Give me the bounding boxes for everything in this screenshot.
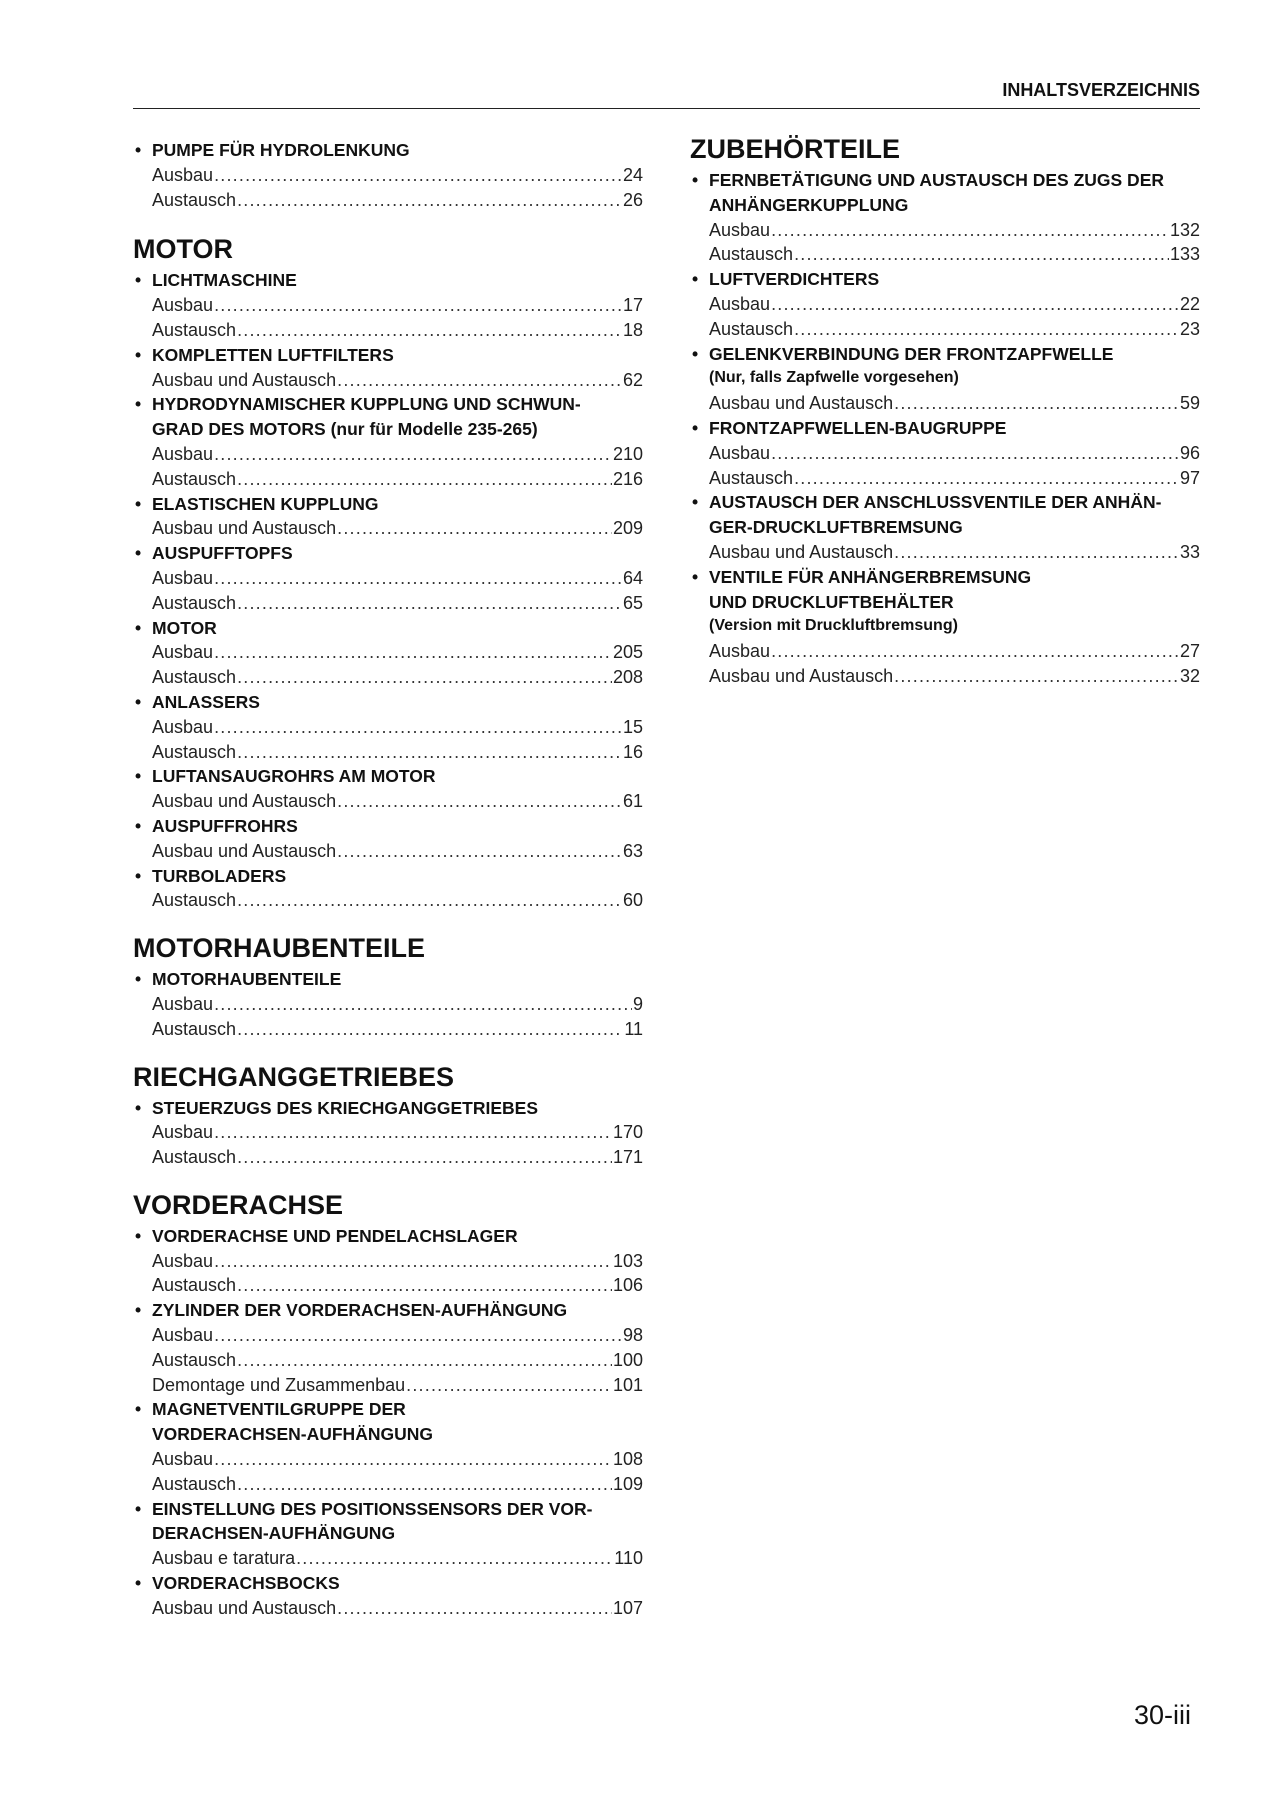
entry-page-number: 15	[622, 716, 643, 737]
toc-entry-link[interactable]	[133, 992, 643, 1017]
bullet-icon: •	[135, 1399, 142, 1420]
entry-page-number: 210	[612, 443, 643, 464]
leader-dots	[214, 442, 612, 467]
item-title-text: VORDERACHSBOCKS	[152, 1573, 340, 1594]
toc-entry-link[interactable]	[133, 318, 643, 343]
item-title-text: EINSTELLUNG DES POSITIONSSENSORS DER VOR-	[152, 1498, 593, 1519]
toc-item	[690, 342, 1200, 416]
leader-dots	[214, 715, 622, 740]
toc-item	[690, 565, 1200, 689]
item-title[interactable]	[133, 814, 643, 839]
entry-page-number: 23	[1179, 318, 1200, 339]
entry-label: Ausbau	[152, 164, 214, 185]
toc-entry-link[interactable]	[133, 1145, 643, 1170]
bullet-icon: •	[135, 1097, 142, 1118]
bullet-icon: •	[135, 969, 142, 990]
item-title-text: TURBOLADERS	[152, 865, 287, 886]
toc-entry-link[interactable]	[133, 442, 643, 467]
item-title-text: FRONTZAPFWELLEN-BAUGRUPPE	[709, 417, 1007, 438]
toc-entry-link[interactable]	[133, 665, 643, 690]
entry-page-number: 107	[612, 1597, 643, 1618]
leader-dots	[237, 1273, 612, 1298]
toc-item	[133, 1224, 643, 1298]
toc-entry-link[interactable]	[133, 1017, 643, 1042]
item-title-text: ANHÄNGERKUPPLUNG	[709, 194, 909, 215]
item-title-text: GELENKVERBINDUNG DER FRONTZAPFWELLE	[709, 343, 1114, 364]
entry-label: Ausbau und Austausch	[709, 541, 894, 562]
item-title[interactable]	[133, 392, 643, 417]
toc-item	[133, 1497, 643, 1571]
toc-entry-link[interactable]	[133, 368, 643, 393]
entry-label: Ausbau und Austausch	[152, 1597, 337, 1618]
bullet-icon: •	[135, 344, 142, 365]
toc-entry-link[interactable]	[133, 789, 643, 814]
section-title: RIECHGANGGETRIEBES	[133, 1061, 455, 1092]
item-title[interactable]	[133, 1422, 643, 1447]
entry-label: Ausbau und Austausch	[709, 393, 894, 414]
leader-dots	[237, 740, 622, 765]
toc-item	[690, 416, 1200, 490]
toc-item	[133, 764, 643, 814]
entry-page-number: 216	[612, 468, 643, 489]
bullet-icon: •	[135, 865, 142, 886]
toc-item	[133, 138, 643, 212]
entry-label: Ausbau	[152, 295, 214, 316]
toc-entry-link[interactable]	[133, 591, 643, 616]
toc-entry-link[interactable]	[690, 292, 1200, 317]
toc-entry-link[interactable]	[690, 317, 1200, 342]
toc-entry-link[interactable]	[133, 1373, 643, 1398]
entry-label: Ausbau und Austausch	[152, 369, 337, 390]
leader-dots	[237, 188, 622, 213]
entry-page-number: 33	[1179, 541, 1200, 562]
entry-label: Austausch	[709, 467, 794, 488]
toc-entry-link[interactable]	[133, 188, 643, 213]
toc-entry-link[interactable]	[690, 391, 1200, 416]
entry-label: Ausbau	[152, 567, 214, 588]
section-title: VORDERACHSE	[133, 1189, 344, 1220]
item-title[interactable]	[133, 268, 643, 293]
leader-dots	[214, 1323, 622, 1348]
running-header: INHALTSVERZEICHNIS	[1002, 80, 1200, 100]
toc-item	[133, 492, 643, 542]
leader-dots	[237, 1472, 612, 1497]
entry-label: Ausbau	[152, 993, 214, 1014]
toc-item	[133, 1397, 643, 1496]
entry-label: Austausch	[152, 890, 237, 911]
toc-item	[133, 541, 643, 615]
item-title-text: MOTORHAUBENTEILE	[152, 969, 342, 990]
toc-entry-link[interactable]	[690, 441, 1200, 466]
entry-label: Austausch	[152, 1275, 237, 1296]
section-title: MOTOR	[133, 234, 233, 265]
toc-item	[133, 967, 643, 1041]
toc-item	[133, 392, 643, 491]
leader-dots	[794, 466, 1179, 491]
entry-label: Austausch	[152, 1473, 237, 1494]
toc-entry-link[interactable]	[133, 1348, 643, 1373]
entry-page-number: 100	[612, 1349, 643, 1370]
toc-item	[133, 690, 643, 764]
entry-page-number: 9	[632, 993, 643, 1014]
toc-section-motor	[133, 232, 643, 913]
item-note: (Nur, falls Zapfwelle vorgesehen)	[709, 369, 959, 387]
leader-dots	[214, 293, 622, 318]
item-title[interactable]	[133, 690, 643, 715]
entry-label: Austausch	[152, 319, 237, 340]
toc-entry-link[interactable]	[133, 1120, 643, 1145]
leader-dots	[894, 664, 1179, 689]
bullet-icon: •	[135, 691, 142, 712]
entry-page-number: 108	[612, 1449, 643, 1470]
bullet-icon: •	[135, 1300, 142, 1321]
bullet-icon: •	[135, 1225, 142, 1246]
entry-page-number: 171	[612, 1147, 643, 1168]
header-rule	[133, 108, 1200, 109]
item-title-text: MAGNETVENTILGRUPPE DER	[152, 1399, 406, 1420]
toc-item	[690, 490, 1200, 564]
toc-section	[133, 138, 643, 212]
item-title-text: VORDERACHSE UND PENDELACHSLAGER	[152, 1225, 518, 1246]
left-column	[133, 138, 643, 1639]
entry-page-number: 101	[612, 1374, 643, 1395]
item-title[interactable]	[690, 590, 1200, 615]
entry-label: Ausbau e taratura	[152, 1548, 296, 1569]
toc-item	[133, 616, 643, 690]
entry-page-number: 97	[1179, 467, 1200, 488]
entry-page-number: 133	[1169, 244, 1200, 265]
item-title-text: VENTILE FÜR ANHÄNGERBREMSUNG	[709, 566, 1032, 587]
entry-page-number: 17	[622, 295, 643, 316]
leader-dots	[337, 368, 622, 393]
item-title-text: ELASTISCHEN KUPPLUNG	[152, 493, 379, 514]
item-title[interactable]	[690, 416, 1200, 441]
entry-label: Ausbau	[152, 1325, 214, 1346]
entry-label: Austausch	[709, 244, 794, 265]
item-title[interactable]	[133, 492, 643, 517]
entry-label: Ausbau	[152, 1122, 214, 1143]
leader-dots	[337, 1596, 612, 1621]
entry-label: Austausch	[709, 318, 794, 339]
entry-page-number: 16	[622, 741, 643, 762]
item-title[interactable]	[133, 864, 643, 889]
item-title-text: LICHTMASCHINE	[152, 270, 297, 291]
bullet-icon: •	[692, 170, 699, 190]
toc-entry-link[interactable]	[133, 1447, 643, 1472]
toc-entry-link[interactable]	[690, 664, 1200, 689]
leader-dots	[771, 292, 1179, 317]
toc-item	[133, 343, 643, 393]
leader-dots	[237, 1348, 612, 1373]
leader-dots	[771, 639, 1179, 664]
entry-page-number: 103	[612, 1250, 643, 1271]
entry-label: Ausbau und Austausch	[152, 791, 337, 812]
leader-dots	[214, 1249, 612, 1274]
item-title[interactable]	[133, 1397, 643, 1422]
item-title-text: MOTOR	[152, 617, 217, 638]
item-title-text: UND DRUCKLUFTBEHÄLTER	[709, 591, 954, 612]
bullet-icon: •	[135, 1498, 142, 1519]
item-title[interactable]	[690, 168, 1200, 193]
item-title-text: HYDRODYNAMISCHER KUPPLUNG UND SCHWUN-	[152, 394, 581, 415]
item-title[interactable]	[133, 1224, 643, 1249]
entry-page-number: 32	[1179, 665, 1200, 686]
entry-page-number: 98	[622, 1325, 643, 1346]
toc-item	[133, 1096, 643, 1170]
item-title-text: LUFTVERDICHTERS	[709, 269, 880, 290]
item-title-text: FERNBETÄTIGUNG UND AUSTAUSCH DES ZUGS DER	[709, 170, 1165, 190]
item-title[interactable]	[133, 1096, 643, 1121]
entry-label: Ausbau und Austausch	[152, 840, 337, 861]
bullet-icon: •	[692, 492, 699, 513]
leader-dots	[214, 640, 612, 665]
leader-dots	[237, 591, 622, 616]
entry-label: Austausch	[152, 1147, 237, 1168]
item-title-text: ANLASSERS	[152, 691, 260, 712]
item-title-text: AUSPUFFTOPFS	[152, 543, 293, 564]
entry-label: Ausbau und Austausch	[709, 665, 894, 686]
entry-label: Austausch	[152, 189, 237, 210]
entry-page-number: 208	[612, 667, 643, 688]
item-title[interactable]	[133, 417, 643, 442]
toc-item	[690, 267, 1200, 341]
toc-entry-link[interactable]	[133, 467, 643, 492]
leader-dots	[337, 789, 622, 814]
toc-entry-link[interactable]	[133, 1273, 643, 1298]
bullet-icon: •	[135, 140, 142, 160]
entry-label: Austausch	[152, 592, 237, 613]
right-column	[690, 132, 1200, 707]
toc-entry-link[interactable]	[133, 163, 643, 188]
item-title-text: GER-DRUCKLUFTBREMSUNG	[709, 517, 963, 538]
bullet-icon: •	[692, 269, 699, 290]
entry-label: Austausch	[152, 667, 237, 688]
bullet-icon: •	[135, 815, 142, 836]
entry-page-number: 64	[622, 567, 643, 588]
toc-section-riechganggetriebes	[133, 1060, 643, 1170]
bullet-icon: •	[135, 270, 142, 291]
toc-entry-link[interactable]	[133, 1596, 643, 1621]
entry-page-number: 132	[1169, 219, 1200, 240]
item-title[interactable]	[133, 343, 643, 368]
item-title[interactable]	[690, 515, 1200, 540]
bullet-icon: •	[692, 566, 699, 587]
item-title-text: KOMPLETTEN LUFTFILTERS	[152, 344, 394, 365]
leader-dots	[794, 317, 1179, 342]
entry-label: Ausbau	[152, 716, 214, 737]
item-note: (Version mit Druckluftbremsung)	[709, 617, 958, 635]
entry-label: Austausch	[152, 1018, 237, 1039]
item-title-text: ZYLINDER DER VORDERACHSEN-AUFHÄNGUNG	[152, 1300, 568, 1321]
bullet-icon: •	[135, 493, 142, 514]
leader-dots	[237, 467, 612, 492]
entry-page-number: 60	[622, 890, 643, 911]
toc-entry-link[interactable]	[133, 640, 643, 665]
toc-entry-link[interactable]	[133, 1249, 643, 1274]
item-title-text: PUMPE FÜR HYDROLENKUNG	[152, 140, 410, 160]
toc-entry-link[interactable]	[133, 293, 643, 318]
toc-entry-link[interactable]	[133, 1546, 643, 1571]
toc-item	[133, 1298, 643, 1397]
item-title[interactable]	[690, 193, 1200, 218]
item-title[interactable]	[133, 616, 643, 641]
toc-item	[690, 168, 1200, 267]
item-title-text: GRAD DES MOTORS (nur für Modelle 235-265)	[152, 419, 538, 440]
leader-dots	[237, 888, 622, 913]
entry-label: Ausbau	[152, 1250, 214, 1271]
toc-item	[133, 268, 643, 342]
toc-entry-link[interactable]	[133, 566, 643, 591]
entry-page-number: 26	[622, 189, 643, 210]
leader-dots	[237, 1017, 623, 1042]
entry-page-number: 65	[622, 592, 643, 613]
item-title-text: LUFTANSAUGROHRS AM MOTOR	[152, 766, 436, 787]
toc-entry-link[interactable]	[133, 516, 643, 541]
item-title[interactable]	[133, 1571, 643, 1596]
entry-page-number: 209	[612, 518, 643, 539]
item-title[interactable]	[690, 267, 1200, 292]
item-title[interactable]	[133, 1521, 643, 1546]
toc-entry-link[interactable]	[133, 1472, 643, 1497]
entry-label: Demontage und Zusammenbau	[152, 1374, 406, 1395]
toc-entry-link[interactable]	[133, 888, 643, 913]
entry-label: Ausbau	[709, 293, 771, 314]
toc-entry-link[interactable]	[690, 540, 1200, 565]
toc-section-vorderachse	[133, 1188, 643, 1621]
leader-dots	[214, 1447, 612, 1472]
item-title-text: VORDERACHSEN-AUFHÄNGUNG	[152, 1424, 433, 1445]
leader-dots	[214, 1120, 612, 1145]
item-title-text: DERACHSEN-AUFHÄNGUNG	[152, 1523, 396, 1544]
entry-page-number: 205	[612, 642, 643, 663]
entry-page-number: 109	[612, 1473, 643, 1494]
leader-dots	[337, 839, 622, 864]
entry-page-number: 11	[624, 1018, 643, 1039]
entry-label: Austausch	[152, 741, 237, 762]
toc-entry-link[interactable]	[133, 715, 643, 740]
leader-dots	[894, 391, 1179, 416]
leader-dots	[237, 318, 622, 343]
entry-page-number: 18	[622, 319, 643, 340]
toc-entry-link[interactable]	[690, 639, 1200, 664]
item-title[interactable]	[133, 541, 643, 566]
entry-page-number: 110	[614, 1548, 643, 1569]
bullet-icon: •	[692, 417, 699, 438]
item-title[interactable]	[133, 967, 643, 992]
entry-page-number: 170	[612, 1122, 643, 1143]
section-title: ZUBEHÖRTEILE	[690, 134, 901, 164]
page-number: 30-iii	[1134, 1700, 1192, 1730]
leader-dots	[214, 163, 622, 188]
entry-page-number: 62	[622, 369, 643, 390]
entry-label: Ausbau	[709, 641, 771, 662]
item-title-text: STEUERZUGS DES KRIECHGANGGETRIEBES	[152, 1097, 539, 1118]
item-title[interactable]	[133, 138, 643, 163]
leader-dots	[237, 665, 612, 690]
bullet-icon: •	[135, 766, 142, 787]
leader-dots	[771, 218, 1169, 243]
leader-dots	[337, 516, 612, 541]
item-title[interactable]	[690, 565, 1200, 590]
entry-label: Ausbau	[152, 642, 214, 663]
entry-label: Ausbau	[709, 442, 771, 463]
bullet-icon: •	[135, 617, 142, 638]
item-title[interactable]	[133, 1497, 643, 1522]
toc-entry-link[interactable]	[690, 242, 1200, 267]
item-title[interactable]	[133, 764, 643, 789]
leader-dots	[214, 566, 622, 591]
toc-entry-link[interactable]	[690, 466, 1200, 491]
bullet-icon: •	[135, 1573, 142, 1594]
entry-page-number: 22	[1179, 293, 1200, 314]
leader-dots	[406, 1373, 612, 1398]
toc-item	[133, 814, 643, 864]
entry-label: Austausch	[152, 468, 237, 489]
toc-entry-link[interactable]	[133, 740, 643, 765]
entry-page-number: 63	[622, 840, 643, 861]
entry-label: Ausbau	[152, 1449, 214, 1470]
entry-page-number: 61	[622, 791, 643, 812]
item-title[interactable]	[133, 1298, 643, 1323]
entry-page-number: 106	[612, 1275, 643, 1296]
toc-section-zubehorteile	[690, 132, 1200, 689]
item-title[interactable]	[690, 490, 1200, 515]
leader-dots	[771, 441, 1179, 466]
entry-label: Ausbau	[709, 219, 771, 240]
leader-dots	[794, 242, 1169, 267]
bullet-icon: •	[692, 343, 699, 364]
entry-label: Ausbau und Austausch	[152, 518, 337, 539]
leader-dots	[296, 1546, 613, 1571]
leader-dots	[237, 1145, 612, 1170]
item-title[interactable]	[690, 342, 1200, 367]
item-title-text: AUSTAUSCH DER ANSCHLUSSVENTILE DER ANHÄN-	[709, 492, 1162, 513]
toc-entry-link[interactable]	[133, 839, 643, 864]
leader-dots	[214, 992, 632, 1017]
section-title: MOTORHAUBENTEILE	[133, 933, 426, 964]
toc-entry-link[interactable]	[690, 218, 1200, 243]
entry-page-number: 24	[622, 164, 643, 185]
entry-page-number: 96	[1179, 442, 1200, 463]
toc-entry-link[interactable]	[133, 1323, 643, 1348]
entry-page-number: 59	[1179, 393, 1200, 414]
item-title-text: AUSPUFFROHRS	[152, 815, 298, 836]
bullet-icon: •	[135, 394, 142, 415]
toc-item	[133, 864, 643, 914]
toc-item	[133, 1571, 643, 1621]
bullet-icon: •	[135, 543, 142, 564]
entry-page-number: 27	[1179, 641, 1200, 662]
entry-label: Austausch	[152, 1349, 237, 1370]
entry-label: Ausbau	[152, 443, 214, 464]
leader-dots	[894, 540, 1179, 565]
toc-section-motorhaubenteile	[133, 931, 643, 1041]
